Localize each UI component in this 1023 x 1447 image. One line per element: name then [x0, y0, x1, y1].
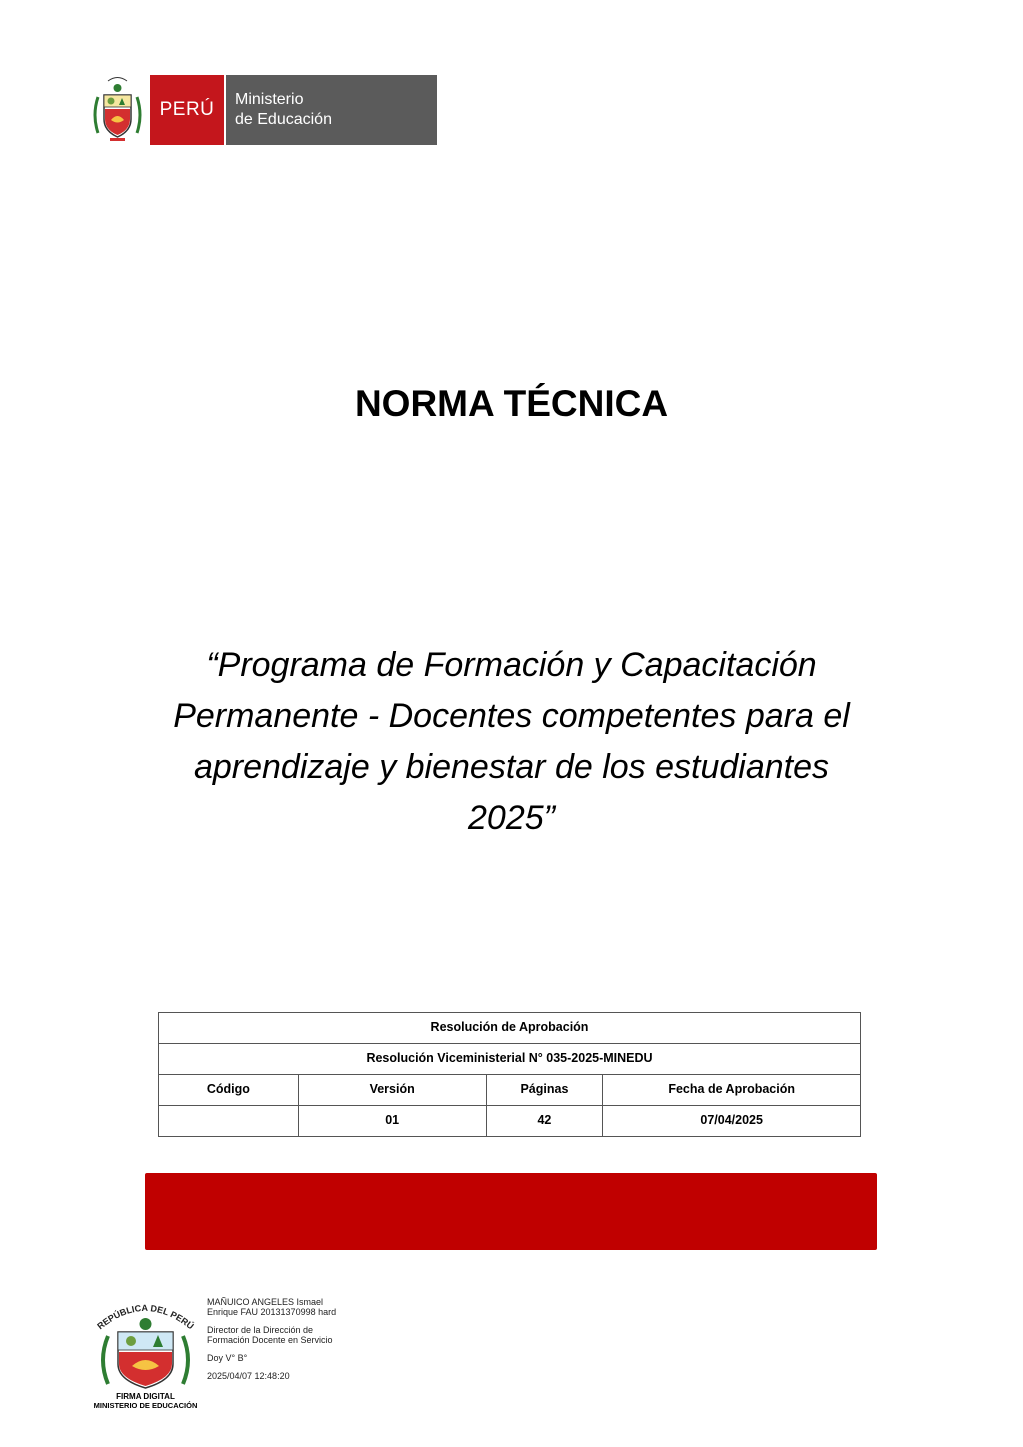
signer-name: MAÑUICO ANGELES Ismael Enrique FAU 20131370998 hard — [207, 1297, 337, 1317]
seal-text-top: REPÚBLICA DEL PERÚ — [95, 1302, 196, 1332]
seal-text-bottom-1: FIRMA DIGITAL — [116, 1392, 175, 1401]
column-header-codigo: Código — [159, 1075, 299, 1106]
ministry-name — [224, 75, 437, 145]
cell-paginas: 42 — [486, 1106, 603, 1137]
document-subtitle: “Programa de Formación y Capacitación Permanente - Docentes competentes para el aprendizaje y bienestar de los estudiantes 2025” — [173, 646, 850, 837]
cell-codigo — [159, 1106, 299, 1137]
signature-note: Doy V° B° — [207, 1353, 248, 1363]
table-header-row — [159, 1075, 861, 1106]
column-header-version: Versión — [298, 1075, 486, 1106]
document-title: NORMA TÉCNICA — [354, 383, 669, 424]
resolution-number: Resolución Viceministerial N° 035-2025-MINEDU — [159, 1044, 861, 1075]
table-row — [159, 1013, 861, 1044]
decorative-red-band — [145, 1173, 877, 1250]
ministry-line-1: Ministerio — [235, 91, 304, 108]
table-row — [159, 1106, 861, 1137]
signer-role: Director de la Dirección de Formación Docente en Servicio — [207, 1325, 333, 1345]
table-row — [159, 1044, 861, 1075]
digital-signature-seal-icon — [88, 1296, 203, 1411]
ministry-line-2: de Educación — [235, 111, 332, 128]
ministry-logo — [90, 75, 437, 145]
signature-timestamp: 2025/04/07 12:48:20 — [207, 1371, 290, 1381]
column-header-fecha: Fecha de Aprobación — [603, 1075, 861, 1106]
cell-fecha: 07/04/2025 — [603, 1106, 861, 1137]
peru-label: PERÚ — [150, 75, 224, 145]
signature-details — [207, 1297, 342, 1389]
cell-version: 01 — [298, 1106, 486, 1137]
seal-text-bottom-2: MINISTERIO DE EDUCACIÓN — [93, 1401, 198, 1410]
column-header-paginas: Páginas — [486, 1075, 603, 1106]
approval-heading: Resolución de Aprobación — [159, 1013, 861, 1044]
approval-table — [158, 1012, 861, 1137]
coat-of-arms-icon — [90, 75, 145, 145]
